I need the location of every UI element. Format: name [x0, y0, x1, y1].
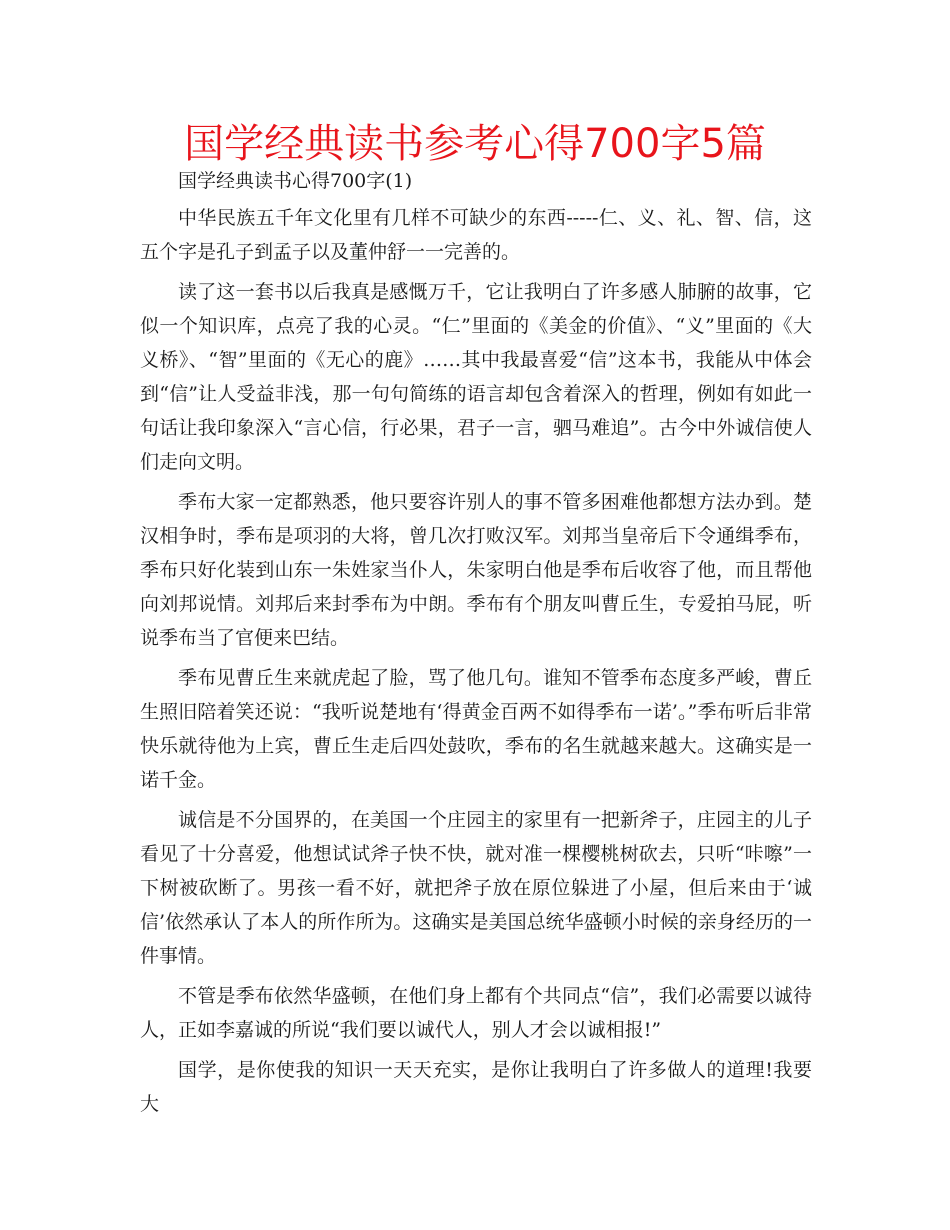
paragraph-5: 诚信是不分国界的，在美国一个庄园主的家里有一把新斧子，庄园主的儿子看见了十分喜爱，他想试试斧子快不快，就对准一棵樱桃树砍去，只听“咔嚓”一下树被砍断了。男孩一看不好，就把斧子放在原位躲进了小屋，但后来由于‘诚信’依然承认了本人的所作所为。这确实是美国总统华盛顿小时候的亲身经历的一件事情。 — [140, 809, 812, 967]
document-body — [140, 170, 812, 1127]
paragraph-4: 季布见曹丘生来就虎起了脸，骂了他几句。谁知不管季布态度多严峻，曹丘生照旧陪着笑还说：“我听说楚地有‘得黄金百两不如得季布一诺’。”季布听后非常快乐就待他为上宾，曹丘生走后四处鼓吹，季布的名生就越来越大。这确实是一诺千金。 — [140, 667, 812, 791]
paragraph-3: 季布大家一定都熟悉，他只要容许别人的事不管多困难他都想方法办到。楚汉相争时，季布是项羽的大将，曾几次打败汉军。刘邦当皇帝后下令通缉季布，季布只好化装到山东一朱姓家当仆人，朱家明白他是季布后收容了他，而且帮他向刘邦说情。刘邦后来封季布为中朗。季布有个朋友叫曹丘生，专爱拍马屁，听说季布当了官便来巴结。 — [140, 491, 812, 649]
document-title: 国学经典读书参考心得700字5篇 — [184, 121, 766, 167]
paragraph-7: 国学，是你使我的知识一天天充实，是你让我明白了许多做人的道理!我要大 — [140, 1059, 812, 1115]
paragraph-2: 读了这一套书以后我真是感慨万千，它让我明白了许多感人肺腑的故事，它似一个知识库，点亮了我的心灵。“仁”里面的《美金的价值》、“义”里面的《大义桥》、“智”里面的《无心的鹿》……其中我最喜爱“信”这本书，我能从中体会到“信”让人受益非浅，那一句句简练的语言却包含着深入的哲理，例如有如此一句话让我印象深入“言心信，行必果，君子一言，驷马难追”。古今中外诚信使人们走向文明。 — [140, 281, 812, 473]
paragraph-1: 中华民族五千年文化里有几样不可缺少的东西-----仁、义、礼、智、信，这五个字是孔子到孟子以及董仲舒一一完善的。 — [140, 207, 812, 263]
section-subtitle: 国学经典读书心得700字(1) — [178, 170, 413, 192]
paragraph-6: 不管是季布依然华盛顿，在他们身上都有个共同点“信”，我们必需要以诚待人，正如李嘉诚的所说“我们要以诚代人，别人才会以诚相报!” — [140, 985, 812, 1041]
